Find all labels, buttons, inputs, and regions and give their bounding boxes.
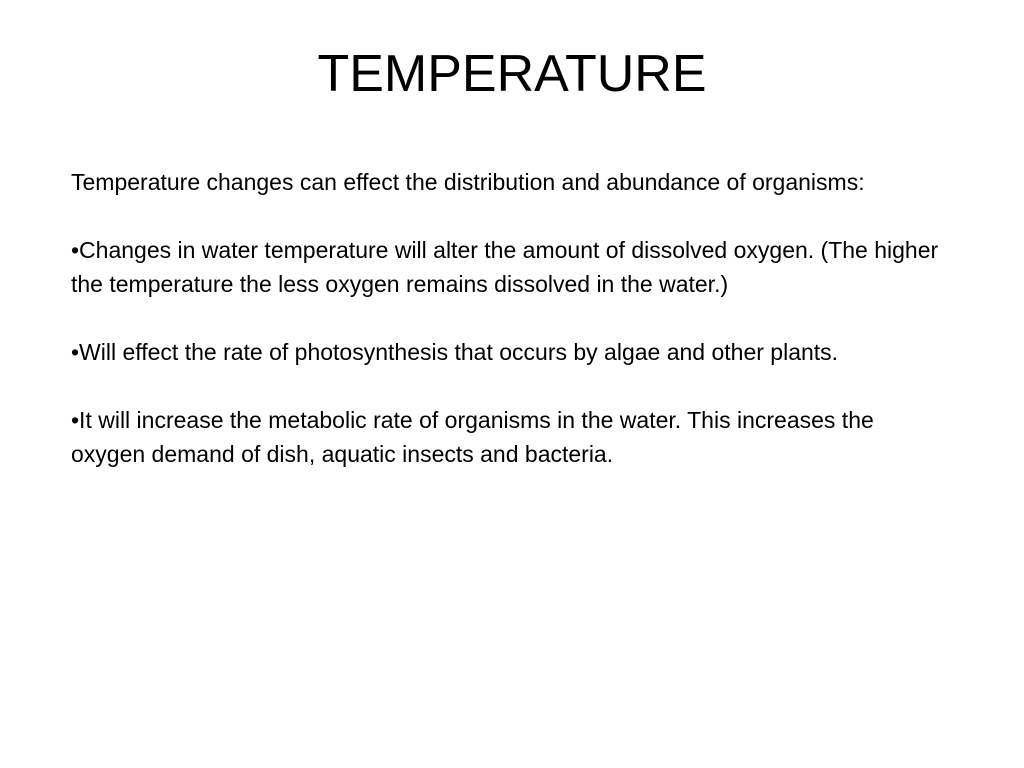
intro-paragraph: Temperature changes can effect the distribution and abundance of organisms: (71, 169, 865, 195)
slide-body (71, 165, 941, 471)
slide-title: TEMPERATURE (317, 45, 707, 103)
bullet-dissolved-oxygen: •Changes in water temperature will alter the amount of dissolved oxygen. (The higher the temperature the less oxygen remains dissolved in the water.) (71, 237, 939, 297)
bullet-metabolic-rate: •It will increase the metabolic rate of organisms in the water. This increases the oxygen demand of dish, aquatic insects and bacteria. (71, 407, 874, 467)
bullet-photosynthesis: •Will effect the rate of photosynthesis that occurs by algae and other plants. (71, 339, 839, 365)
